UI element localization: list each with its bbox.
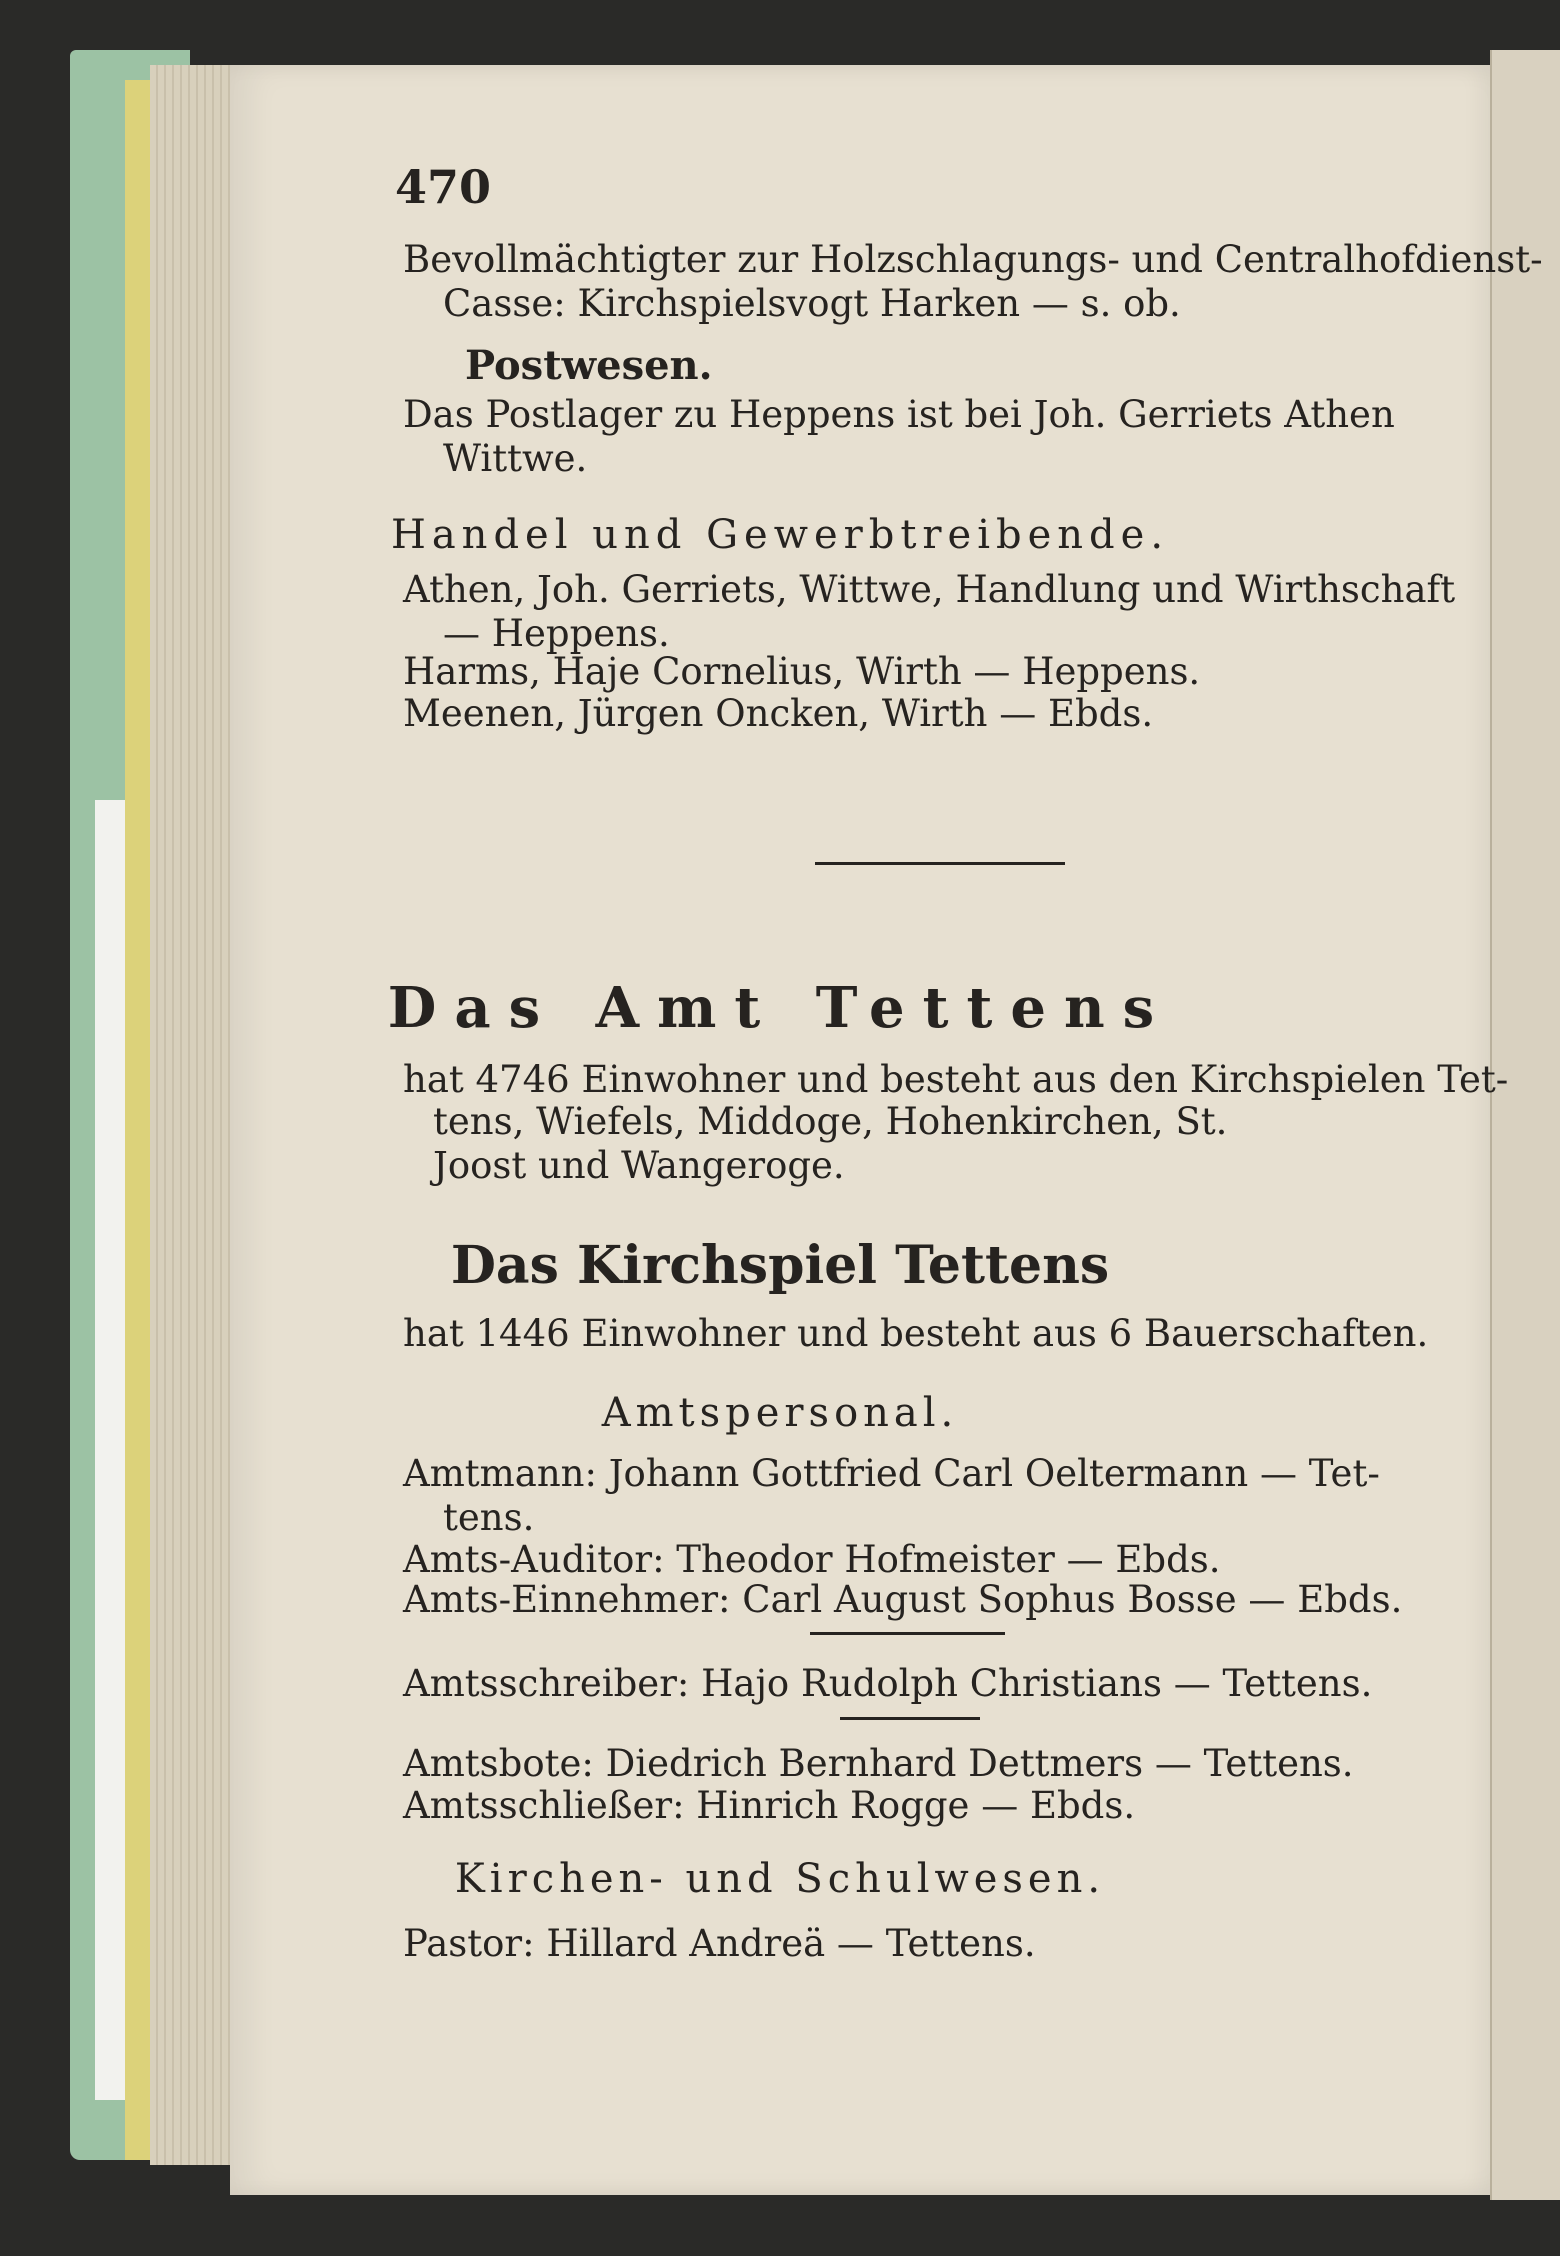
divider-rule <box>815 862 1065 865</box>
book-spine-edge <box>125 80 150 2160</box>
text-line: — Heppens. <box>443 612 670 655</box>
text-line: tens, Wiefels, Middoge, Hohenkirchen, St. <box>433 1100 1228 1143</box>
text-line: Pastor: Hillard Andreä — Tettens. <box>403 1922 1036 1965</box>
section-heading-kirchen-schulwesen: Kirchen- und Schulwesen. <box>454 1856 1106 1902</box>
text-line: Bevollmächtigter zur Holzschlagungs- und Centralhofdienst- <box>403 238 1543 281</box>
text-line: Harms, Haje Cornelius, Wirth — Heppens. <box>403 650 1201 693</box>
text-line: Joost und Wangeroge. <box>433 1144 845 1187</box>
text-line: Amts-Auditor: Theodor Hofmeister — Ebds. <box>403 1538 1221 1581</box>
text-line: tens. <box>443 1496 535 1539</box>
section-title-kirchspiel-tettens: Das Kirchspiel Tettens <box>450 1235 1110 1296</box>
text-line: Wittwe. <box>443 437 588 480</box>
text-line: hat 4746 Einwohner und besteht aus den Kirchspielen Tet- <box>403 1058 1509 1101</box>
section-heading-amtspersonal: Amtspersonal. <box>601 1390 959 1436</box>
page-stack <box>150 65 240 2165</box>
text-line: Amtsschreiber: Hajo Rudolph Christians — Tettens. <box>403 1662 1373 1705</box>
section-heading-postwesen: Postwesen. <box>465 342 713 389</box>
text-line: hat 1446 Einwohner und besteht aus 6 Bauerschaften. <box>403 1312 1429 1355</box>
divider-rule <box>840 1717 980 1720</box>
divider-rule <box>810 1632 1005 1635</box>
text-line: Athen, Joh. Gerriets, Wittwe, Handlung und Wirthschaft <box>403 568 1456 611</box>
text-line: Amts-Einnehmer: Carl August Sophus Bosse — Ebds. <box>403 1578 1403 1621</box>
chapter-title-amt-tettens: Das Amt Tettens <box>387 975 1173 1041</box>
section-heading-handel: Handel und Gewerbtreibende. <box>390 512 1170 558</box>
text-line: Amtsbote: Diedrich Bernhard Dettmers — Tettens. <box>403 1742 1354 1785</box>
page-number: 470 <box>395 160 492 214</box>
text-line: Casse: Kirchspielsvogt Harken — s. ob. <box>443 282 1181 325</box>
text-line: Amtmann: Johann Gottfried Carl Oeltermann — Tet- <box>403 1452 1380 1495</box>
text-line: Amtsschließer: Hinrich Rogge — Ebds. <box>403 1784 1136 1827</box>
text-line: Meenen, Jürgen Oncken, Wirth — Ebds. <box>403 692 1154 735</box>
text-line: Das Postlager zu Heppens ist bei Joh. Gerriets Athen <box>403 393 1395 436</box>
